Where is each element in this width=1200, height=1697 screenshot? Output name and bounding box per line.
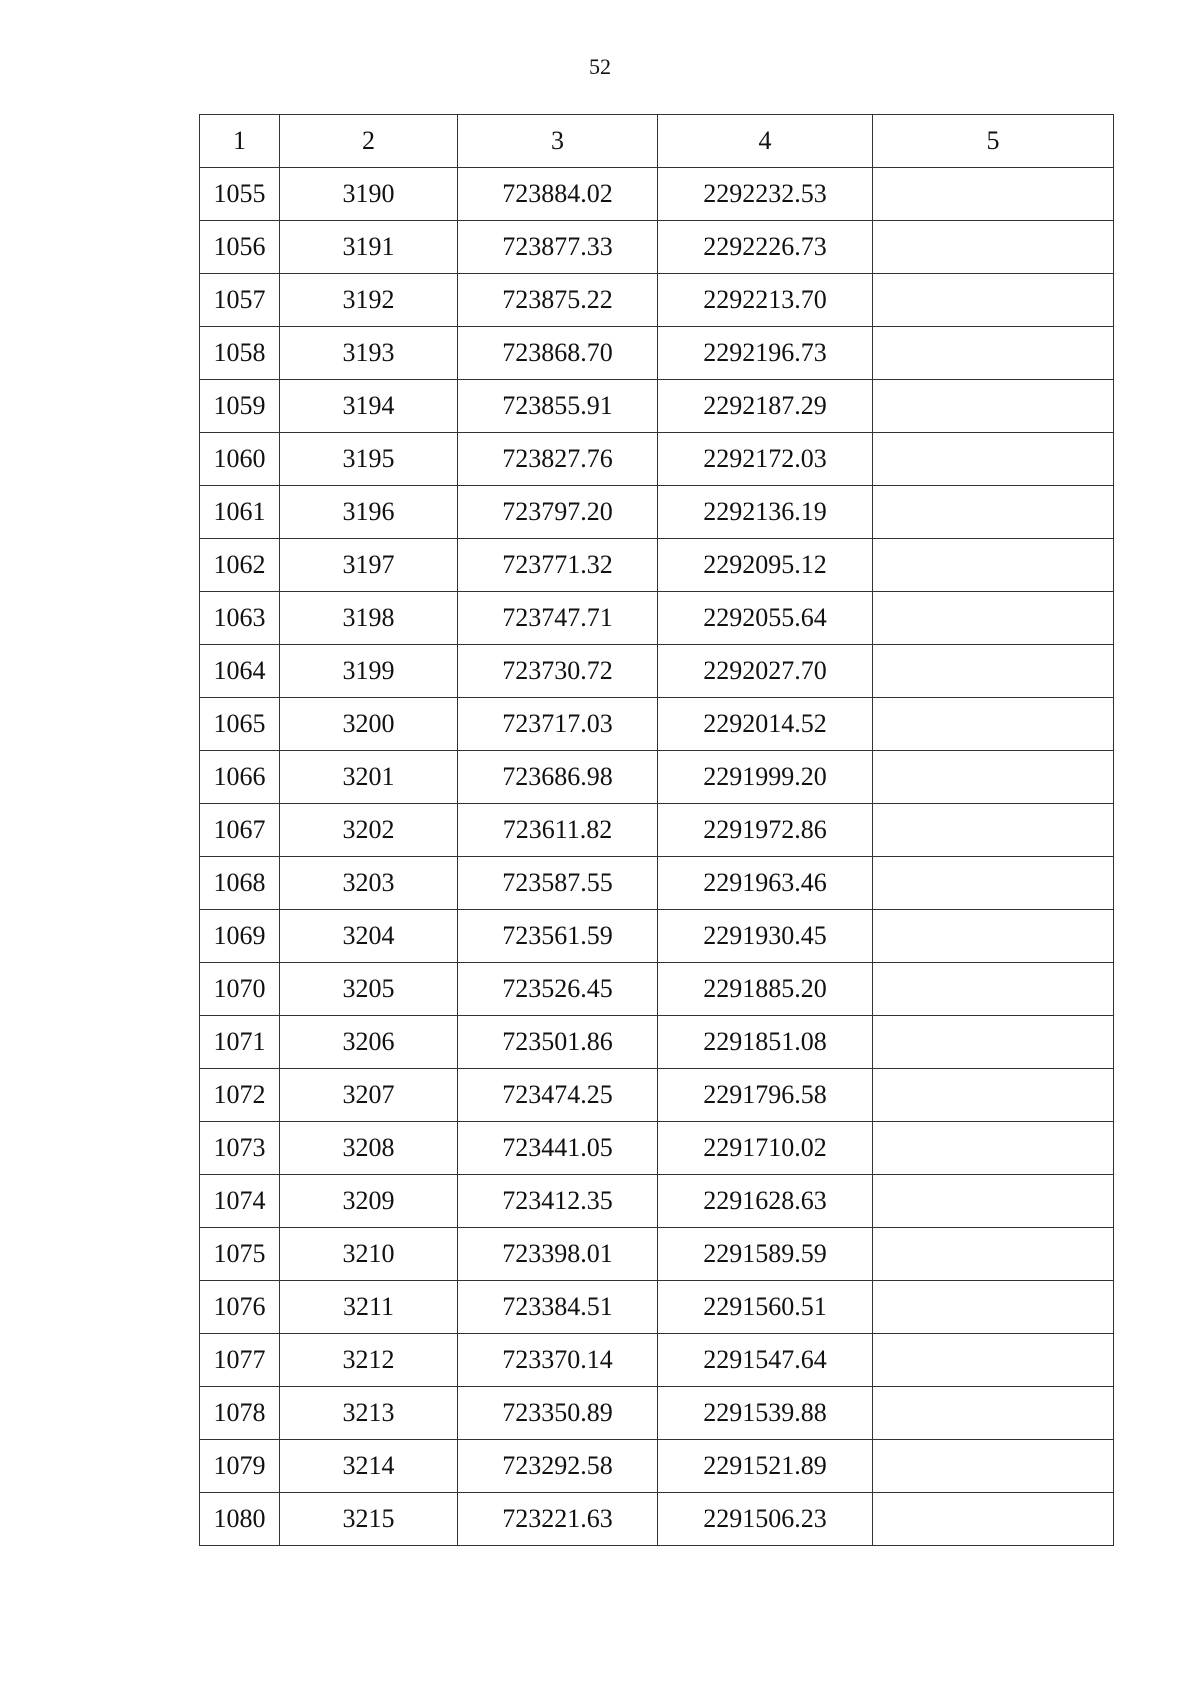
table-cell-col-5 [873,910,1114,963]
table-cell-col-3: 723875.22 [458,274,658,327]
table-cell-col-5 [873,486,1114,539]
table-cell-col-3: 723797.20 [458,486,658,539]
table-cell-col-1: 1059 [200,380,280,433]
table-cell-col-2: 3210 [280,1228,458,1281]
table-cell-col-1: 1061 [200,486,280,539]
table-cell-col-3: 723717.03 [458,698,658,751]
table-cell-col-1: 1056 [200,221,280,274]
table-cell-col-4: 2292027.70 [658,645,873,698]
table-cell-col-4: 2292014.52 [658,698,873,751]
table-cell-col-2: 3198 [280,592,458,645]
table-row [200,963,1114,1016]
header-cell-5: 5 [873,115,1114,168]
table-cell-col-3: 723501.86 [458,1016,658,1069]
table-header-row [200,115,1114,168]
table-row [200,804,1114,857]
table-cell-col-3: 723292.58 [458,1440,658,1493]
table-cell-col-1: 1072 [200,1069,280,1122]
table-cell-col-5 [873,1334,1114,1387]
table-cell-col-1: 1068 [200,857,280,910]
table-cell-col-1: 1065 [200,698,280,751]
table-cell-col-4: 2292136.19 [658,486,873,539]
table-cell-col-1: 1079 [200,1440,280,1493]
table-row [200,1175,1114,1228]
table-cell-col-5 [873,1175,1114,1228]
table-cell-col-3: 723868.70 [458,327,658,380]
table-cell-col-1: 1058 [200,327,280,380]
table-cell-col-1: 1076 [200,1281,280,1334]
table-row [200,857,1114,910]
table-cell-col-5 [873,1281,1114,1334]
table-cell-col-2: 3201 [280,751,458,804]
table-cell-col-2: 3193 [280,327,458,380]
table-cell-col-4: 2292172.03 [658,433,873,486]
table-cell-col-2: 3202 [280,804,458,857]
coordinates-table [199,114,1114,1546]
table-cell-col-2: 3192 [280,274,458,327]
table-row [200,1069,1114,1122]
table-row [200,698,1114,751]
table-cell-col-5 [873,1493,1114,1546]
table-cell-col-2: 3200 [280,698,458,751]
table-row [200,539,1114,592]
table-cell-col-4: 2291539.88 [658,1387,873,1440]
table-cell-col-1: 1075 [200,1228,280,1281]
table-row [200,1228,1114,1281]
table-cell-col-2: 3208 [280,1122,458,1175]
table-cell-col-1: 1074 [200,1175,280,1228]
table-cell-col-4: 2291851.08 [658,1016,873,1069]
table-cell-col-1: 1071 [200,1016,280,1069]
table-cell-col-1: 1057 [200,274,280,327]
table-cell-col-5 [873,1387,1114,1440]
table-cell-col-4: 2291547.64 [658,1334,873,1387]
table-cell-col-3: 723221.63 [458,1493,658,1546]
table-cell-col-5 [873,221,1114,274]
table-cell-col-4: 2292213.70 [658,274,873,327]
table-cell-col-1: 1069 [200,910,280,963]
table-cell-col-2: 3214 [280,1440,458,1493]
table-cell-col-3: 723855.91 [458,380,658,433]
table-cell-col-2: 3207 [280,1069,458,1122]
table-cell-col-2: 3196 [280,486,458,539]
table-row [200,380,1114,433]
table-row [200,645,1114,698]
table-cell-col-5 [873,1016,1114,1069]
table-cell-col-3: 723587.55 [458,857,658,910]
table-row [200,221,1114,274]
table-cell-col-2: 3211 [280,1281,458,1334]
table-cell-col-2: 3205 [280,963,458,1016]
table-cell-col-1: 1066 [200,751,280,804]
table-cell-col-2: 3197 [280,539,458,592]
table-cell-col-3: 723747.71 [458,592,658,645]
table-cell-col-2: 3215 [280,1493,458,1546]
table-cell-col-1: 1063 [200,592,280,645]
table-row [200,1334,1114,1387]
table-cell-col-3: 723884.02 [458,168,658,221]
table-body [200,115,1114,1546]
table-cell-col-3: 723412.35 [458,1175,658,1228]
table-cell-col-4: 2291963.46 [658,857,873,910]
table-cell-col-1: 1080 [200,1493,280,1546]
table-row [200,592,1114,645]
table-cell-col-1: 1062 [200,539,280,592]
table-cell-col-3: 723561.59 [458,910,658,963]
table-cell-col-2: 3204 [280,910,458,963]
table-cell-col-2: 3199 [280,645,458,698]
table-row [200,433,1114,486]
table-cell-col-1: 1064 [200,645,280,698]
table-row [200,486,1114,539]
table-cell-col-2: 3191 [280,221,458,274]
table-cell-col-1: 1067 [200,804,280,857]
header-cell-3: 3 [458,115,658,168]
table-cell-col-1: 1060 [200,433,280,486]
table-cell-col-4: 2291506.23 [658,1493,873,1546]
table-row [200,910,1114,963]
table-cell-col-4: 2291972.86 [658,804,873,857]
table-cell-col-4: 2291710.02 [658,1122,873,1175]
page-number: 52 [589,54,611,79]
table-cell-col-4: 2291560.51 [658,1281,873,1334]
table-row [200,327,1114,380]
table-cell-col-4: 2291999.20 [658,751,873,804]
table-cell-col-4: 2291589.59 [658,1228,873,1281]
table-cell-col-3: 723370.14 [458,1334,658,1387]
table-cell-col-3: 723350.89 [458,1387,658,1440]
table-cell-col-5 [873,274,1114,327]
table-cell-col-3: 723771.32 [458,539,658,592]
table-cell-col-5 [873,857,1114,910]
table-cell-col-2: 3206 [280,1016,458,1069]
table-cell-col-3: 723686.98 [458,751,658,804]
table-cell-col-2: 3203 [280,857,458,910]
table-cell-col-4: 2291796.58 [658,1069,873,1122]
table-cell-col-2: 3194 [280,380,458,433]
table-cell-col-1: 1077 [200,1334,280,1387]
table-row [200,274,1114,327]
header-cell-1: 1 [200,115,280,168]
table-cell-col-1: 1055 [200,168,280,221]
table-row [200,1440,1114,1493]
table-row [200,1493,1114,1546]
table-cell-col-5 [873,168,1114,221]
table-cell-col-4: 2291930.45 [658,910,873,963]
table-cell-col-5 [873,1228,1114,1281]
table-cell-col-3: 723474.25 [458,1069,658,1122]
table-cell-col-5 [873,645,1114,698]
table-cell-col-4: 2292187.29 [658,380,873,433]
table-cell-col-4: 2291885.20 [658,963,873,1016]
table-cell-col-3: 723827.76 [458,433,658,486]
table-row [200,1387,1114,1440]
table-cell-col-5 [873,698,1114,751]
table-row [200,168,1114,221]
table-cell-col-5 [873,539,1114,592]
table-cell-col-4: 2292055.64 [658,592,873,645]
table-cell-col-1: 1073 [200,1122,280,1175]
table-cell-col-2: 3195 [280,433,458,486]
table-cell-col-2: 3190 [280,168,458,221]
table-row [200,751,1114,804]
table-cell-col-3: 723398.01 [458,1228,658,1281]
header-cell-4: 4 [658,115,873,168]
table-cell-col-5 [873,751,1114,804]
table-cell-col-5 [873,1440,1114,1493]
table-cell-col-3: 723730.72 [458,645,658,698]
table-cell-col-2: 3212 [280,1334,458,1387]
table-cell-col-1: 1078 [200,1387,280,1440]
table-cell-col-2: 3213 [280,1387,458,1440]
table-row [200,1281,1114,1334]
table-cell-col-5 [873,433,1114,486]
table-cell-col-2: 3209 [280,1175,458,1228]
header-cell-2: 2 [280,115,458,168]
table-cell-col-1: 1070 [200,963,280,1016]
table-cell-col-4: 2291628.63 [658,1175,873,1228]
table-cell-col-5 [873,1069,1114,1122]
table-cell-col-4: 2292095.12 [658,539,873,592]
table-row [200,1122,1114,1175]
table-cell-col-3: 723526.45 [458,963,658,1016]
table-cell-col-3: 723611.82 [458,804,658,857]
table-cell-col-4: 2291521.89 [658,1440,873,1493]
table-cell-col-4: 2292226.73 [658,221,873,274]
table-row [200,1016,1114,1069]
table-cell-col-3: 723384.51 [458,1281,658,1334]
table-cell-col-5 [873,963,1114,1016]
table-cell-col-5 [873,380,1114,433]
table-cell-col-5 [873,327,1114,380]
table-cell-col-3: 723441.05 [458,1122,658,1175]
table-cell-col-5 [873,592,1114,645]
table-cell-col-5 [873,804,1114,857]
table-cell-col-4: 2292232.53 [658,168,873,221]
table-cell-col-5 [873,1122,1114,1175]
table-cell-col-4: 2292196.73 [658,327,873,380]
table-cell-col-3: 723877.33 [458,221,658,274]
